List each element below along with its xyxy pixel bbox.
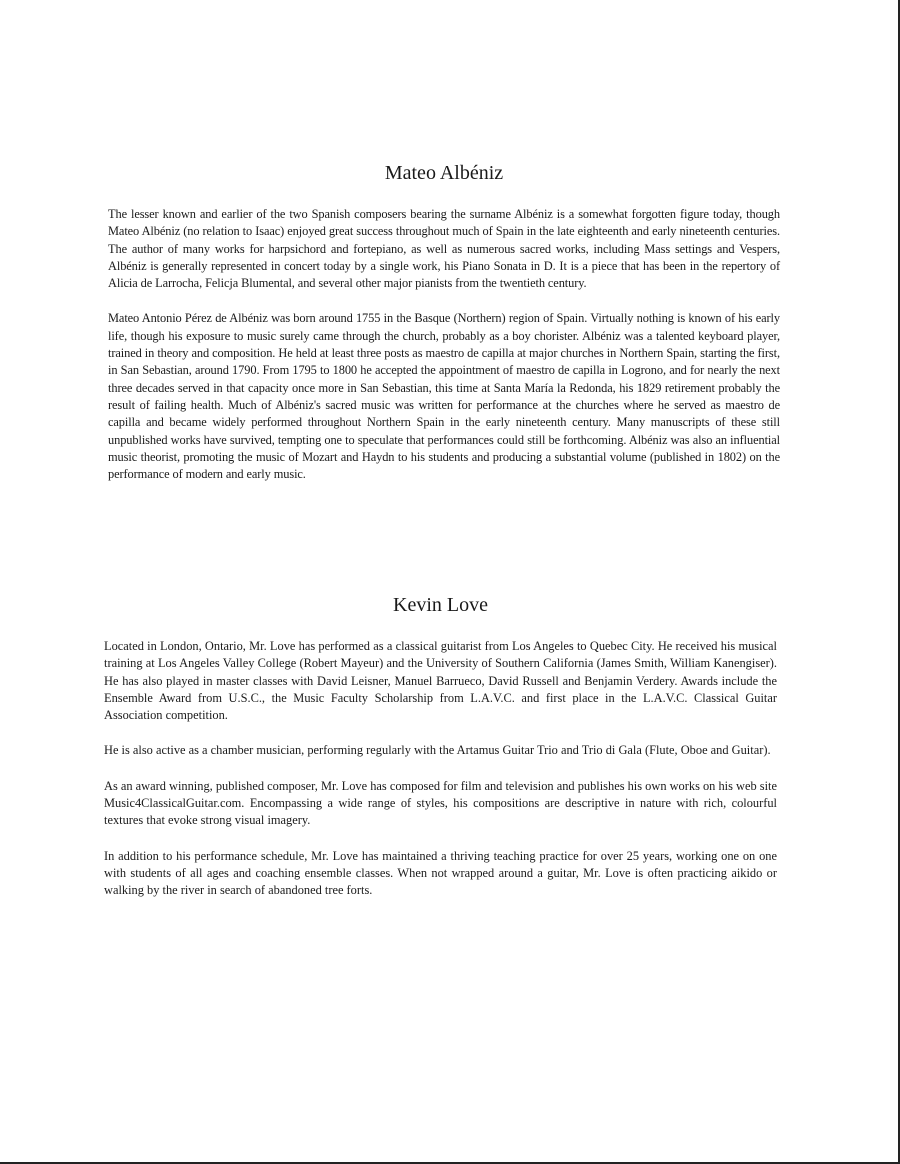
section-heading: Kevin Love bbox=[393, 594, 488, 616]
section-mateo-albeniz bbox=[108, 160, 780, 501]
paragraph: The lesser known and earlier of the two Spanish composers bearing the surname Albéniz is a somewhat forgotten figure today, though Mateo Albéniz (no relation to Isaac) enjoyed great success throughout much of Spain in the late eighteenth and early nineteenth centuries. The author of many works for harpsichord and fortepiano, as well as numerous sacred works, including Mass settings and Vespers, Albéniz is generally represented in concert today by a single work, his Piano Sonata in D. It is a piece that has been in the repertory of Alicia de Larrocha, Felicja Blumental, and several other major pianists from the twentieth century. bbox=[108, 207, 780, 291]
paragraph: He is also active as a chamber musician, performing regularly with the Artamus Guitar Trio and Trio di Gala (Flute, Oboe and Guitar). bbox=[104, 743, 771, 758]
paragraph: In addition to his performance schedule, Mr. Love has maintained a thriving teaching practice for over 25 years, working one on one with students of all ages and coaching ensemble classes. When not wrapped around a guitar, Mr. Love is often practicing aikido or walking by the river in search of abandoned tree forts. bbox=[104, 848, 777, 898]
paragraph: As an award winning, published composer, Mr. Love has composed for film and television and publishes his own works on his web site Music4ClassicalGuitar.com. Encompassing a wide range of styles, his compositions are descriptive in nature with rich, colourful textures that evoke strong visual imagery. bbox=[104, 778, 777, 828]
paragraph: Mateo Antonio Pérez de Albéniz was born around 1755 in the Basque (Northern) region of Spain. Virtually nothing is known of his early life, though his exposure to music surely came through the church, probably as a boy chorister. Albéniz was a talented keyboard player, trained in theory and composition. He held at least three posts as maestro de capilla at major churches in Northern Spain, starting the first, in San Sebastian, around 1790. From 1795 to 1800 he accepted the appointment of maestro de capilla in Logrono, and for nearly the next three decades served in that capacity once more in San Sebastian, this time at Santa María la Redonda, his 1829 retirement probably the result of failing health. Much of Albéniz's sacred music was written for performance at the churches where he served as maestro de capilla and became widely performed throughout Northern Spain in the early nineteenth century. Many manuscripts of these still unpublished works have survived, tempting one to speculate that performances could still be forthcoming. Albéniz was also an influential music theorist, promoting the music of Mozart and Haydn to his students and producing a substantial volume (published in 1802) on the performance of modern and early music. bbox=[108, 311, 780, 482]
paragraph: Located in London, Ontario, Mr. Love has performed as a classical guitarist from Los Angeles to Quebec City. He received his musical training at Los Angeles Valley College (Robert Mayeur) and the University of Southern California (James Smith, William Kanengiser). He has also played in master classes with David Leisner, Manuel Barrueco, David Russell and Benjamin Verdery. Awards include the Ensemble Award from U.S.C., the Music Faculty Scholarship from L.A.V.C. and first place in the L.A.V.C. Classical Guitar Association competition. bbox=[104, 639, 777, 723]
section-kevin-love bbox=[104, 592, 777, 918]
section-heading: Mateo Albéniz bbox=[384, 162, 504, 184]
